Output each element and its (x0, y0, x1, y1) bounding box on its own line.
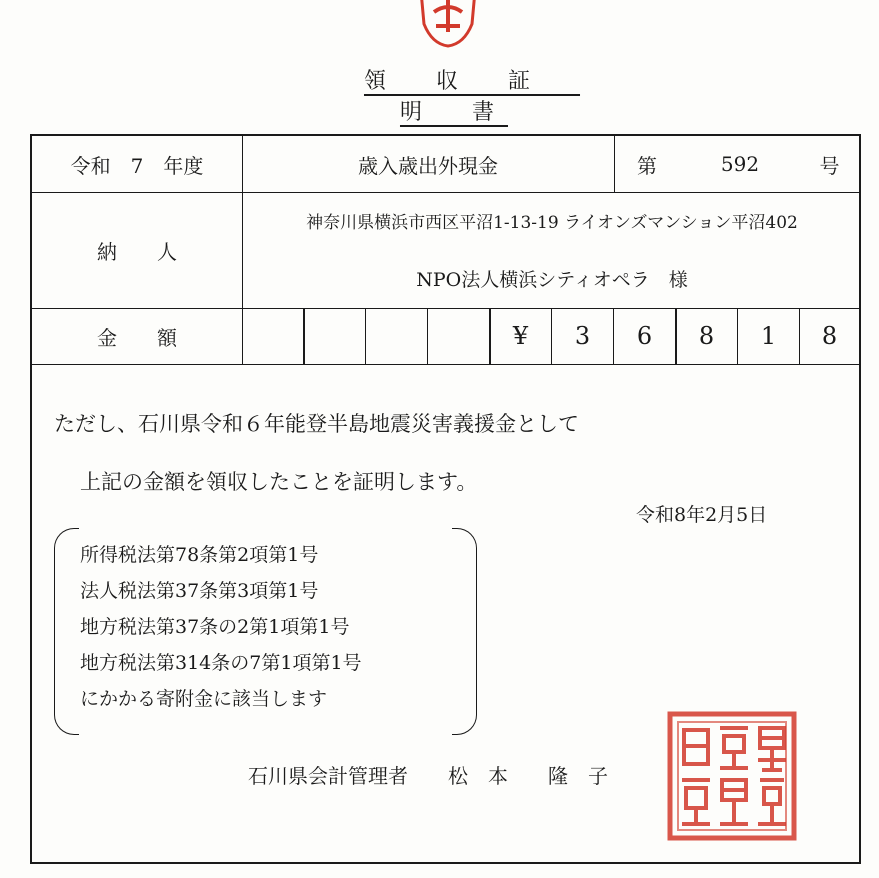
right-bracket (452, 528, 477, 735)
amount-digit (304, 308, 365, 364)
amount-digit: 1 (760, 322, 777, 350)
top-seal-stamp (414, 0, 482, 48)
issuer-name: 石川県会計管理者 松 本 隆 子 (248, 764, 608, 788)
left-bracket (54, 528, 79, 735)
payer-label: 納 人 (97, 239, 177, 264)
yen-symbol: ¥ (512, 322, 529, 350)
category-cell: 歳入歳出外現金 (358, 153, 498, 178)
law-line: 地方税法第37条の2第1項第1号 (80, 616, 350, 638)
amount-digit: 8 (698, 322, 715, 350)
official-seal-stamp (664, 708, 800, 844)
number-prefix: 第 (637, 153, 657, 178)
amount-digit: 8 (821, 322, 838, 350)
law-line: 地方税法第314条の7第1項第1号 (80, 652, 362, 674)
payer-name: NPO法人横浜シティオペラ 様 (416, 268, 688, 291)
amount-label: 金 額 (97, 325, 177, 350)
amount-digit (366, 308, 427, 364)
amount-digit (242, 308, 303, 364)
amount-digit: 6 (636, 322, 653, 350)
number-suffix: 号 (819, 153, 840, 178)
law-line: 法人税法第37条第3項第1号 (80, 580, 319, 602)
receipt-number: 592 (720, 152, 760, 176)
purpose-text: ただし、石川県令和６年能登半島地震災害義援金として (54, 412, 579, 436)
amount-digit (428, 308, 489, 364)
issue-date: 令和8年2月5日 (636, 504, 768, 526)
law-line: 所得税法第78条第2項第1号 (80, 544, 319, 566)
law-line: にかかる寄附金に該当します (80, 688, 328, 710)
payer-address: 神奈川県横浜市西区平沼1-13-19 ライオンズマンション平沼402 (306, 212, 798, 233)
fiscal-year-cell: 令和 7 年度 (70, 153, 204, 178)
certification-text: 上記の金額を領収したことを証明します。 (80, 470, 478, 494)
document-title: 領 収 証 明 書 (363, 69, 581, 125)
amount-digit: 3 (574, 322, 591, 350)
